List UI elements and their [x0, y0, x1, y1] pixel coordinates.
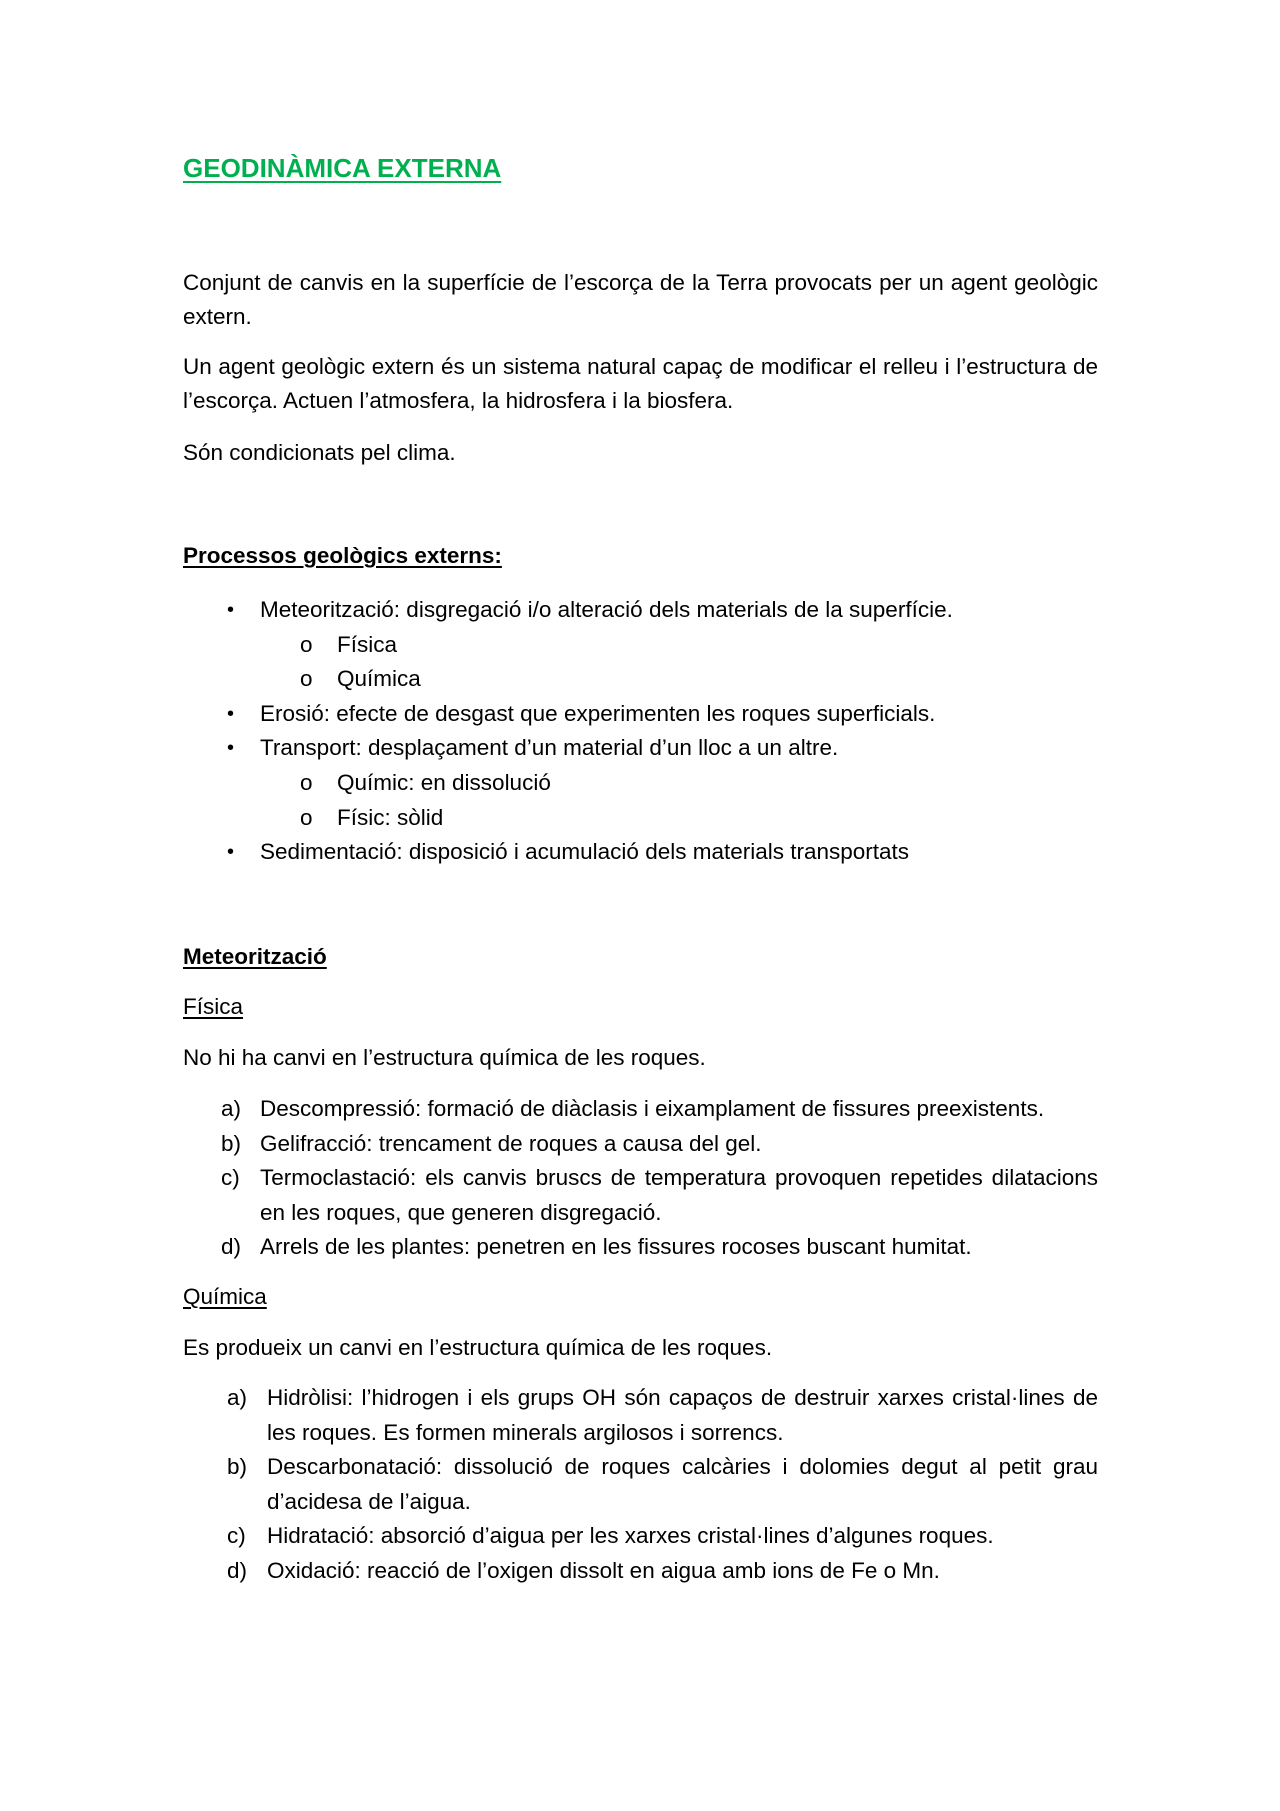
- list-item-text: Físic: sòlid: [337, 804, 444, 830]
- list-item-text: Gelifracció: trencament de roques a causa del gel.: [260, 1130, 762, 1156]
- intro-paragraph-2: Un agent geològic extern és un sistema natural capaç de modificar el relleu i l’estructura de l’escorça. Actuen l’atmosfera, la hidrosfera i la biosfera.: [183, 354, 1098, 413]
- list-item-text: Química: [337, 666, 421, 692]
- list-item-text: Arrels de les plantes: penetren en les fissures rocoses buscant humitat.: [260, 1234, 972, 1259]
- list-marker: a): [227, 1385, 248, 1410]
- list-item-text: Transport: desplaçament d’un material d’un lloc a un altre.: [260, 735, 839, 761]
- list-item: [183, 731, 1098, 766]
- list-item-text: Descompressió: formació de diàclasis i eixamplament de fissures preexistents.: [260, 1096, 1045, 1121]
- list-item: [183, 1127, 1098, 1162]
- list-item: [183, 1554, 1098, 1589]
- bullet-marker: •: [227, 841, 235, 864]
- sub-bullet-marker: o: [300, 631, 313, 657]
- list-item: [183, 1519, 1098, 1554]
- meteoritzacio-heading: Meteorització: [183, 944, 327, 969]
- list-item: [183, 1230, 1098, 1265]
- list-item: [183, 801, 1098, 836]
- list-item-text: Descarbonatació: dissolució de roques calcàries i dolomies degut al petit grau d’acidesa de l’aigua.: [267, 1454, 1098, 1514]
- list-item-text: Oxidació: reacció de l’oxigen dissolt en aigua amb ions de Fe o Mn.: [267, 1557, 940, 1583]
- fisica-heading: Física: [183, 994, 244, 1019]
- list-item-text: Termoclastació: els canvis bruscs de temperatura provoquen repetides dilatacions en les roques, que generen disgregació.: [260, 1165, 1098, 1225]
- list-marker: c): [227, 1523, 246, 1548]
- quimica-heading: Química: [183, 1284, 267, 1309]
- page-title: GEODINÀMICA EXTERNA: [183, 153, 502, 183]
- list-marker: b): [221, 1130, 242, 1156]
- list-item: [183, 628, 1098, 663]
- list-item-text: Erosió: efecte de desgast que experimenten les roques superficials.: [260, 700, 936, 726]
- processes-list: [183, 593, 1098, 870]
- bullet-marker: •: [227, 599, 235, 621]
- list-item: [183, 1161, 1098, 1230]
- processes-heading: Processos geològics externs:: [183, 543, 502, 568]
- list-item: [183, 662, 1098, 697]
- list-item-text: Meteorització: disgregació i/o alteració dels materials de la superfície.: [260, 597, 953, 622]
- bullet-marker: •: [227, 737, 235, 760]
- list-item-text: Sedimentació: disposició i acumulació dels materials transportats: [260, 839, 910, 865]
- quimica-list: [183, 1381, 1098, 1588]
- list-item: [183, 1381, 1098, 1450]
- sub-bullet-marker: o: [300, 666, 313, 692]
- bullet-marker: •: [227, 702, 235, 725]
- list-marker: d): [227, 1557, 248, 1583]
- list-marker: a): [221, 1096, 242, 1121]
- fisica-intro: No hi ha canvi en l’estructura química de les roques.: [183, 1045, 706, 1070]
- list-item: [183, 593, 1098, 628]
- list-item: [183, 1092, 1098, 1127]
- list-marker: d): [221, 1234, 242, 1259]
- list-item-text: Física: [337, 631, 398, 657]
- list-item-text: Químic: en dissolució: [337, 769, 551, 795]
- list-marker: b): [227, 1454, 248, 1479]
- list-item: [183, 835, 1098, 870]
- quimica-intro: Es produeix un canvi en l’estructura química de les roques.: [183, 1335, 773, 1360]
- list-item: [183, 766, 1098, 801]
- list-item-text: Hidròlisi: l’hidrogen i els grups OH són capaços de destruir xarxes cristal·lines de les roques. Es formen minerals argilosos i sorrencs.: [267, 1385, 1098, 1445]
- list-item: [183, 697, 1098, 732]
- list-item: [183, 1450, 1098, 1519]
- intro-paragraph-3: Són condicionats pel clima.: [183, 440, 456, 465]
- list-marker: c): [221, 1165, 240, 1190]
- intro-paragraph-1: Conjunt de canvis en la superfície de l’escorça de la Terra provocats per un agent geològic extern.: [183, 270, 1098, 329]
- sub-bullet-marker: o: [300, 804, 313, 830]
- fisica-list: [183, 1092, 1098, 1265]
- list-item-text: Hidratació: absorció d’aigua per les xarxes cristal·lines d’algunes roques.: [267, 1523, 994, 1548]
- sub-bullet-marker: o: [300, 769, 313, 795]
